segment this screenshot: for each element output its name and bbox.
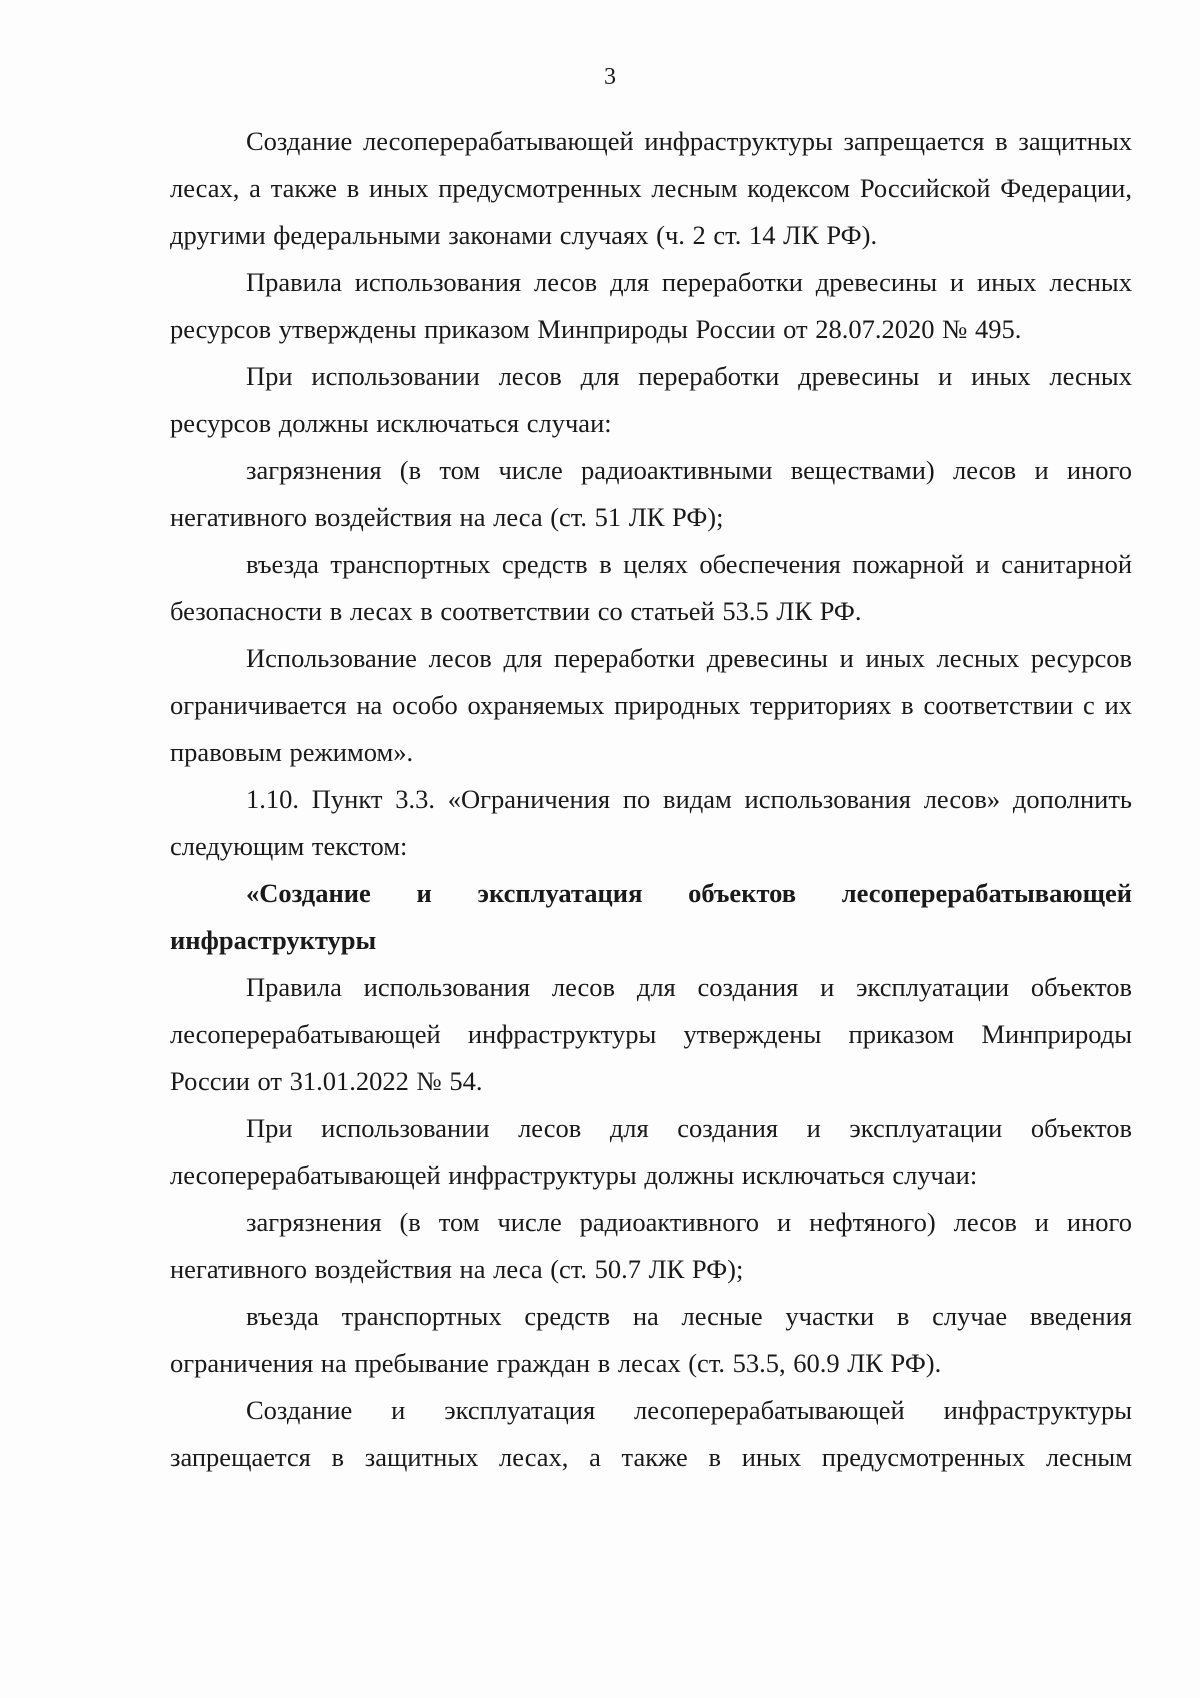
paragraph-infrastructure-ban-continued: Создание и эксплуатация лесоперерабатывающей инфраструктуры запрещается в защитных лесах, а также в иных предусмотренных лесным [170, 1395, 1132, 1472]
paragraph-rules-infrastructure: Правила использования лесов для создания и эксплуатации объектов лесоперерабатывающей инфраструктуры утверждены приказом Минприроды России от 31.01.2022 № 54. [170, 972, 1132, 1096]
page-number: 3 [604, 64, 616, 90]
paragraph-rules-wood-processing: Правила использования лесов для переработки древесины и иных лесных ресурсов утверждены приказом Минприроды России от 28.07.2020 № 495. [170, 267, 1132, 344]
paragraph-pollution-oil-case: загрязнения (в том числе радиоактивного и нефтяного) лесов и иного негативного воздействия на леса (ст. 50.7 ЛК РФ); [170, 1207, 1132, 1284]
paragraph-forest-infrastructure-ban: Создание лесоперерабатывающей инфраструктуры запрещается в защитных лесах, а также в иных предусмотренных лесным кодексом Российской Федерации, другими федеральными законами случаях (ч. 2 ст. 14 ЛК РФ). [170, 126, 1132, 250]
paragraph-clause-1-10: 1.10. Пункт 3.3. «Ограничения по видам использования лесов» дополнить следующим текстом: [170, 784, 1132, 861]
paragraph-pollution-case: загрязнения (в том числе радиоактивными веществами) лесов и иного негативного воздействия на леса (ст. 51 ЛК РФ); [170, 455, 1132, 532]
paragraph-exclusion-cases-intro: При использовании лесов для переработки древесины и иных лесных ресурсов должны исключаться случаи: [170, 361, 1132, 438]
paragraph-exclusion-cases-infrastructure: При использовании лесов для создания и эксплуатации объектов лесоперерабатывающей инфраструктуры должны исключаться случаи: [170, 1113, 1132, 1190]
paragraph-vehicle-entry-case: въезда транспортных средств в целях обеспечения пожарной и санитарной безопасности в лесах в соответствии со статьей 53.5 ЛК РФ. [170, 549, 1132, 626]
paragraph-protected-territories: Использование лесов для переработки древесины и иных лесных ресурсов ограничивается на особо охраняемых природных территориях в соответствии с их правовым режимом». [170, 643, 1132, 767]
document-body [170, 118, 1132, 1481]
section-heading-infrastructure: «Создание и эксплуатация объектов лесоперерабатывающей инфраструктуры [170, 878, 1132, 955]
paragraph-vehicle-restriction-case: въезда транспортных средств на лесные участки в случае введения ограничения на пребывание граждан в лесах (ст. 53.5, 60.9 ЛК РФ). [170, 1301, 1132, 1378]
